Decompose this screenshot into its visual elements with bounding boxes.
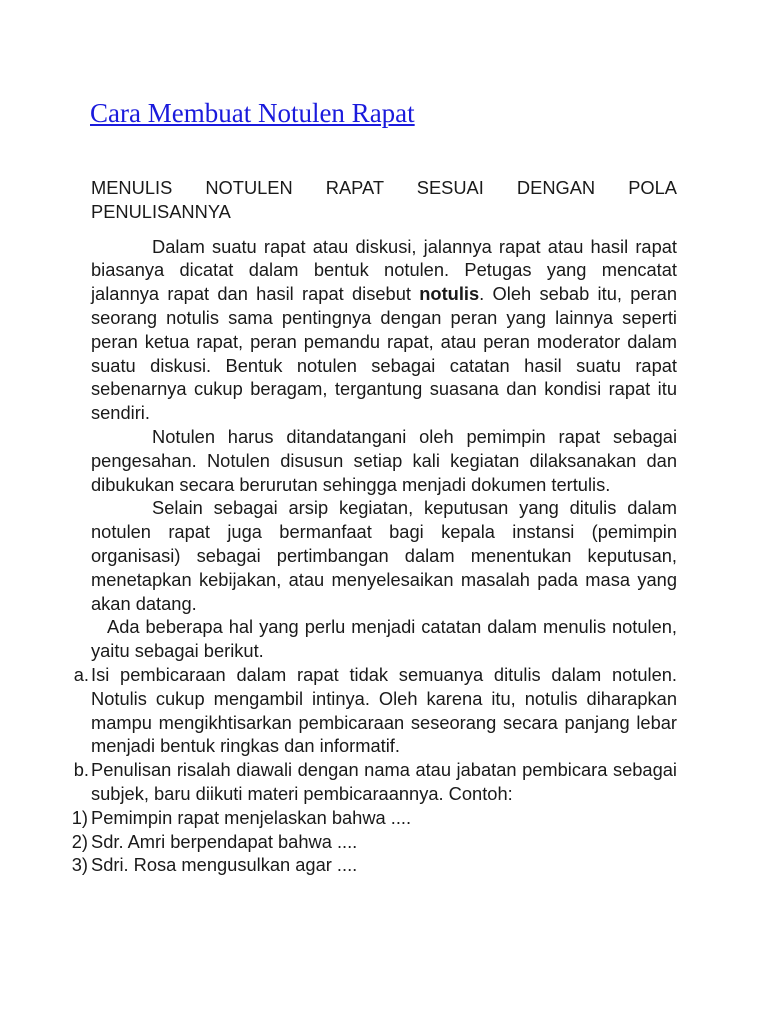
list-item-1 xyxy=(71,806,677,830)
number-list xyxy=(71,806,677,877)
letter-list xyxy=(73,663,677,806)
paragraph-2: Notulen harus ditandatangani oleh pemimpin rapat sebagai pengesahan. Notulen disusun setiap kali kegiatan dilaksanakan dan dibukukan secara berurutan sehingga menjadi dokumen tertulis. xyxy=(91,425,677,495)
paragraph-4: Ada beberapa hal yang perlu menjadi catatan dalam menulis notulen, yaitu sebagai berikut. xyxy=(91,616,677,662)
paragraph-1 xyxy=(91,235,677,425)
section-heading: MENULIS NOTULEN RAPAT SESUAI DENGAN POLA PENULISANNYA xyxy=(91,177,677,222)
list-item-text: Pemimpin rapat menjelaskan bahwa .... xyxy=(91,806,412,828)
notulis-term: notulis xyxy=(419,283,480,305)
list-item-a xyxy=(73,663,677,758)
document-title xyxy=(90,96,415,130)
document-body xyxy=(71,176,677,877)
list-item-b xyxy=(73,758,677,806)
paragraph-1-text-end: . Oleh sebab itu, peran seorang notulis sama pentingnya dengan peran yang lainnya seperti peran ketua rapat, peran pemandu rapat, atau peran moderator dalam suatu diskusi. Bentuk notulen sebagai catatan hasil suatu rapat sebenarnya cukup beragam, tergantung suasana dan kondisi rapat itu sendiri. xyxy=(91,283,677,424)
list-item-text: Isi pembicaraan dalam rapat tidak semuanya ditulis dalam notulen. Notulis cukup mengambil intinya. Oleh karena itu, notulis diharapkan mampu mengikhtisarkan pembicaraan seseorang secara panjang lebar menjadi bentuk ringkas dan informatif. xyxy=(91,663,677,757)
list-item-text: Sdri. Rosa mengusulkan agar .... xyxy=(91,854,358,876)
paragraph-3: Selain sebagai arsip kegiatan, keputusan yang ditulis dalam notulen rapat juga bermanfaat bagi kepala instansi (pemimpin organisasi) sebagai pertimbangan dalam menentukan keputusan, menetapkan kebijakan, atau menyelesaikan masalah pada masa yang akan datang. xyxy=(91,497,677,614)
list-marker: 2) xyxy=(71,830,88,852)
list-item-text: Penulisan risalah diawali dengan nama atau jabatan pembicara sebagai subjek, baru diikuti materi pembicaraannya. Contoh: xyxy=(91,759,677,804)
list-marker: 1) xyxy=(71,806,88,828)
title-link[interactable]: Cara Membuat Notulen Rapat xyxy=(90,98,415,128)
list-item-3 xyxy=(71,853,677,877)
list-marker: a. xyxy=(73,663,89,685)
list-item-2 xyxy=(71,830,677,854)
list-marker: 3) xyxy=(71,854,88,876)
list-marker: b. xyxy=(73,759,89,781)
list-item-text: Sdr. Amri berpendapat bahwa .... xyxy=(91,830,358,852)
paragraph-1-text-start: Dalam suatu rapat atau diskusi, jalannya rapat atau hasil rapat biasanya dicatat dalam bentuk notulen. Petugas yang mencatat jalannya rapat dan hasil rapat disebut xyxy=(91,235,677,305)
